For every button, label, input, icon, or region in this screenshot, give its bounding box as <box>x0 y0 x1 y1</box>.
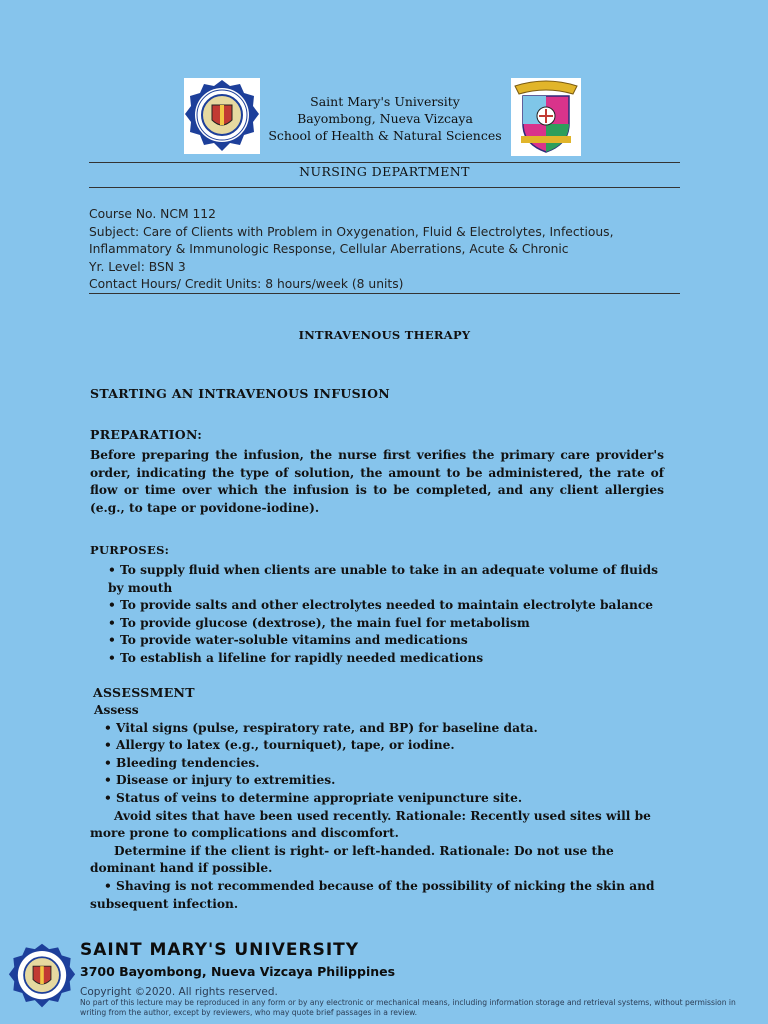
footer-university-name: SAINT MARY'S UNIVERSITY <box>80 940 360 960</box>
assess-item: • Disease or injury to extremities. <box>104 773 336 788</box>
assess-item: • Vital signs (pulse, respiratory rate, and BP) for baseline data. <box>104 720 538 735</box>
avoid-sites-note: Avoid sites that have been used recently. Rationale: Recently used sites will be more prone to complications and discomfort. <box>90 808 651 841</box>
institution-header <box>260 93 510 144</box>
university-name: Saint Mary's University <box>310 94 460 109</box>
smu-seal-logo <box>184 78 260 154</box>
contact-hours: Contact Hours/ Credit Units: 8 hours/week (8 units) <box>89 277 404 291</box>
assess-item: • Status of veins to determine appropriate venipuncture site. <box>104 790 523 805</box>
purpose-item: • To provide glucose (dextrose), the main fuel for metabolism <box>108 615 530 630</box>
shaving-note: • Shaving is not recommended because of the possibility of nicking the skin and subsequent infection. <box>90 878 655 911</box>
school-name: School of Health & Natural Sciences <box>268 128 502 143</box>
preparation-heading: PREPARATION: <box>90 427 203 442</box>
course-divider <box>89 293 680 294</box>
shns-logo <box>511 78 581 156</box>
footer-address: 3700 Bayombong, Nueva Vizcaya Philippines <box>80 964 396 979</box>
header-divider-bottom <box>89 187 680 188</box>
footer-seal-logo <box>8 940 76 1012</box>
assessment-heading: ASSESSMENT <box>93 685 195 700</box>
assess-item: • Allergy to latex (e.g., tourniquet), tape, or iodine. <box>104 738 455 753</box>
preparation-text: Before preparing the infusion, the nurse first verifies the primary care provider's order, indicating the type of solution, the amount to be administered, the rate of flow or time over which the infusion is to be completed, and any client allergies (e.g., to tape or povidone-iodine). <box>90 448 664 515</box>
purpose-item: • To establish a lifeline for rapidly needed medications <box>108 650 484 665</box>
footer-notice: No part of this lecture may be reproduced in any form or by any electronic or mechanical means, including information storage and retrieval systems, without permission in writing from the author, except by reviewers, who may quote brief passages in a review. <box>80 998 736 1017</box>
document-title: INTRAVENOUS THERAPY <box>298 328 471 342</box>
footer-copyright: Copyright ©2020. All rights reserved. <box>80 986 278 998</box>
course-info <box>89 206 689 294</box>
section-heading: STARTING AN INTRAVENOUS INFUSION <box>90 386 390 401</box>
year-level: Yr. Level: BSN 3 <box>89 259 186 274</box>
course-subject-line-1: Subject: Care of Clients with Problem in Oxygenation, Fluid & Electrolytes, Infectious, <box>89 224 614 239</box>
purpose-item: • To provide salts and other electrolytes needed to maintain electrolyte balance <box>108 598 654 613</box>
course-number: Course No. NCM 112 <box>89 207 216 221</box>
purpose-item: • To provide water-soluble vitamins and medications <box>108 633 468 648</box>
course-subject-line-2: Inflammatory & Immunologic Response, Cellular Aberrations, Acute & Chronic <box>89 242 569 256</box>
assess-label: Assess <box>94 703 139 717</box>
assessment-block <box>90 702 664 913</box>
purposes-heading: PURPOSES: <box>90 543 170 557</box>
header-divider-top <box>89 162 680 163</box>
university-location: Bayombong, Nueva Vizcaya <box>297 111 473 126</box>
department-title: NURSING DEPARTMENT <box>299 164 470 179</box>
handedness-note: Determine if the client is right- or left-handed. Rationale: Do not use the dominant hand if possible. <box>90 843 614 876</box>
purpose-item: • To supply fluid when clients are unable to take in an adequate volume of fluids by mouth <box>108 563 658 595</box>
purposes-list <box>90 562 664 668</box>
assess-item: • Bleeding tendencies. <box>104 755 260 770</box>
